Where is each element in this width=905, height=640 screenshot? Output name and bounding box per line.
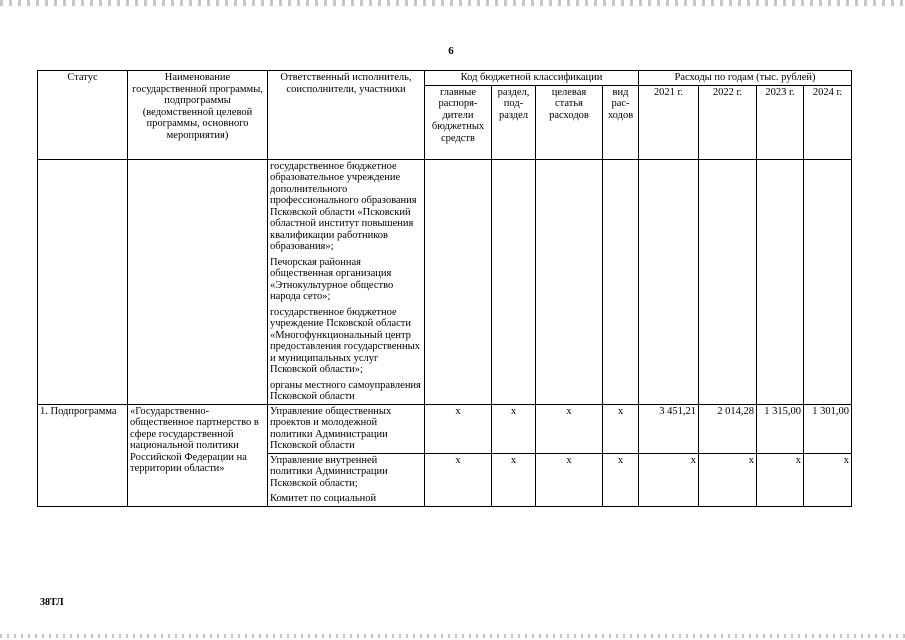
grbs-cell: x [425, 404, 492, 453]
expense-2023-cell: x [757, 453, 804, 506]
empty-status-cell [38, 159, 128, 404]
empty-cell [536, 159, 603, 404]
target-article-cell: x [536, 453, 603, 506]
page-number: 6 [448, 45, 454, 57]
executor-entry: государственное бюджетное учреждение Псковской области «Многофункциональный центр предоставления государственных и муниципальных услуг Псковской области»; [270, 306, 420, 375]
executor-entry: государственное бюджетное образовательное учреждение дополнительного профессионального образования Псковской области «Псковский областной институт повышения квалификации работников образования»; [270, 160, 417, 252]
header-year-2022: 2022 г. [699, 85, 757, 159]
subprogram-status: 1. Подпрограмма [38, 404, 128, 506]
header-status: Статус [38, 71, 128, 160]
header-year-2021: 2021 г. [639, 85, 699, 159]
header-target-article: целевая статья расходов [536, 85, 603, 159]
target-article-cell: x [536, 404, 603, 453]
expense-2022-cell: x [699, 453, 757, 506]
scan-top-edge [0, 0, 905, 6]
empty-name-cell [128, 159, 268, 404]
empty-cell [699, 159, 757, 404]
empty-cell [639, 159, 699, 404]
header-grbs: главные распоря-дители бюджетных средств [425, 85, 492, 159]
header-budget-code: Код бюджетной классификации [425, 71, 639, 86]
section-cell: x [492, 453, 536, 506]
header-expense-type: вид рас-ходов [603, 85, 639, 159]
subprogram-executor: Управление общественных проектов и молодежной политики Администрации Псковской области [268, 404, 425, 453]
budget-table [37, 70, 852, 507]
empty-cell [804, 159, 852, 404]
header-year-2023: 2023 г. [757, 85, 804, 159]
executor-entry: органы местного самоуправления Псковской области [270, 379, 421, 402]
section-cell: x [492, 404, 536, 453]
scan-bottom-edge [0, 634, 905, 638]
header-section: раздел, под-раздел [492, 85, 536, 159]
empty-cell [425, 159, 492, 404]
expense-2022-cell: 2 014,28 [699, 404, 757, 453]
header-executor: Ответственный исполнитель, соисполнители, участники [268, 71, 425, 160]
subprogram-name: «Государственно-общественное партнерство в сфере государственной национальной политики Российской Федерации на территории области» [128, 404, 268, 506]
document-code: 38ТЛ [40, 597, 64, 608]
empty-cell [603, 159, 639, 404]
expense-2024-cell: x [804, 453, 852, 506]
subprogram-row-1 [38, 404, 852, 453]
expense-type-cell: x [603, 453, 639, 506]
header-expenses: Расходы по годам (тыс. рублей) [639, 71, 852, 86]
subprogram-executor-cell [268, 453, 425, 506]
empty-cell [492, 159, 536, 404]
subprogram-executor-next: Комитет по социальной [270, 493, 377, 504]
subprogram-executor: Управление внутренней политики Администрации Псковской области; [270, 454, 388, 489]
expense-type-cell: x [603, 404, 639, 453]
header-year-2024: 2024 г. [804, 85, 852, 159]
expense-2021-cell: 3 451,21 [639, 404, 699, 453]
expense-2024-cell: 1 301,00 [804, 404, 852, 453]
empty-cell [757, 159, 804, 404]
executor-entry: Печорская районная общественная организация «Этнокультурное общество народа сето»; [270, 256, 394, 302]
header-row-1 [38, 71, 852, 86]
grbs-cell: x [425, 453, 492, 506]
expense-2021-cell: x [639, 453, 699, 506]
continuation-executors-cell [268, 159, 425, 404]
header-name: Наименование государственной программы, подпрограммы (ведомственной целевой программы, основного мероприятия) [128, 71, 268, 160]
expense-2023-cell: 1 315,00 [757, 404, 804, 453]
continuation-row [38, 159, 852, 404]
